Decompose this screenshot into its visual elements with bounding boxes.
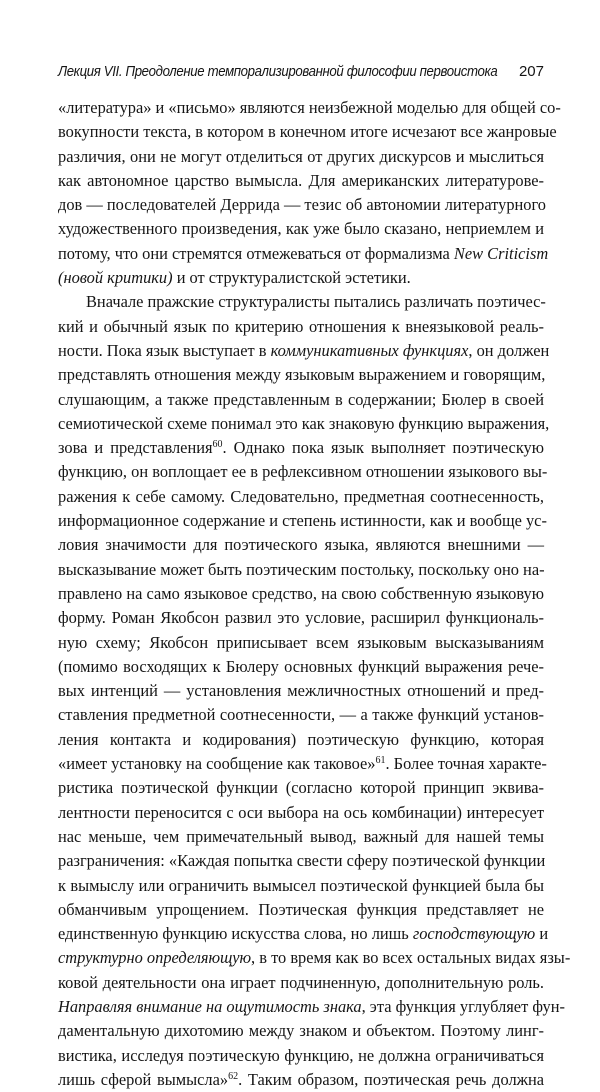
text-run: (помимо восходящих к Бюлеру основных функций выражения рече- <box>58 656 544 676</box>
text-run: семиотической схеме понимал это как знаковую функцию выражения, <box>58 413 550 433</box>
text-line <box>58 436 544 460</box>
text-line <box>58 96 561 120</box>
text-line <box>58 485 544 509</box>
text-run: нас меньше, чем примечательный вывод, важный для нашей темы <box>58 826 544 846</box>
text-line <box>58 388 544 412</box>
text-run: зова и представления <box>58 438 213 458</box>
text-line <box>58 995 565 1019</box>
text-line <box>58 631 544 655</box>
text-line <box>58 655 544 679</box>
text-line <box>58 703 544 727</box>
text-line <box>58 558 544 582</box>
text-run: ражения к себе самому. Следовательно, предметная соотнесенность, <box>58 486 544 506</box>
footnote-ref: 62 <box>228 1070 239 1082</box>
text-run: Вначале пражские структуралисты пытались различать поэтичес- <box>86 292 546 312</box>
text-run: ковой деятельности она играет подчиненную, дополнительную роль. <box>58 972 544 992</box>
text-run: функцию, он воплощает ее в рефлексивном отношении языкового вы- <box>58 462 548 482</box>
text-run: «имеет установку на сообщение как таковое» <box>58 754 376 774</box>
text-line <box>58 679 544 703</box>
text-line <box>58 1044 544 1068</box>
text-line <box>58 776 544 800</box>
text-run: ления контакта и кодирования) поэтическую функцию, которая <box>58 729 544 749</box>
text-line <box>58 825 544 849</box>
text-line <box>58 752 547 776</box>
text-line <box>58 971 544 995</box>
text-line <box>58 801 544 825</box>
text-run: вых интенций — установления межличностных отношений и пред- <box>58 681 544 701</box>
text-run: , эта функция углубляет фун- <box>361 996 565 1016</box>
text-run: вистика, исследуя поэтическую функцию, не должна ограничиваться <box>58 1045 544 1065</box>
running-header <box>58 63 544 81</box>
text-run: правлено на само языковое средство, на свою собственную языковую <box>58 583 544 603</box>
text-run: ристика поэтической функции (согласно которой принцип эквива- <box>58 778 544 798</box>
text-line <box>58 582 544 606</box>
text-run: . Таким образом, поэтическая речь должна <box>238 1069 544 1089</box>
text-line <box>58 193 544 217</box>
italic-text: Направляя внимание на ощутимость знака <box>58 996 362 1016</box>
text-run: ставления предметной соотнесенности, — а также функций установ- <box>58 705 544 725</box>
text-line <box>58 363 544 387</box>
text-run: вокупности текста, в котором в конечном итоге исчезают все жанровые <box>58 122 557 142</box>
italic-text: структурно определяющую <box>58 948 252 968</box>
text-run: лишь сферой вымысла» <box>58 1069 229 1089</box>
text-run: кий и обычный язык по критерию отношения к внеязыковой реаль- <box>58 316 544 336</box>
text-line <box>58 242 549 266</box>
text-line <box>58 339 550 363</box>
italic-text: New Criticism <box>453 243 549 263</box>
italic-text: коммуникативных функциях <box>270 340 469 360</box>
text-run: и от структуралистской эстетики. <box>172 268 411 288</box>
text-run: ловия значимости для поэтического языка, являются внешними — <box>58 535 544 555</box>
text-run: «литература» и «письмо» являются неизбежной моделью для общей со- <box>58 98 561 117</box>
text-run: . Однако пока язык выполняет поэтическую <box>222 438 544 458</box>
italic-text: (новой критики) <box>58 268 173 288</box>
body-text <box>58 96 571 1092</box>
text-run: лентности переносится с оси выбора на ось комбинации) интересует <box>58 802 544 822</box>
text-run: высказывание может быть поэтическим постольку, поскольку оно на- <box>58 559 545 579</box>
text-run: потому, что они стремятся отмежеваться от формализма <box>58 243 454 263</box>
text-run: , в то время как во всех остальных видах язы- <box>251 948 571 968</box>
footnote-ref: 60 <box>212 439 223 451</box>
italic-text: господствующую <box>412 924 536 944</box>
text-line <box>58 509 547 533</box>
text-run: информационное содержание и степень истинности, как и вообще ус- <box>58 511 547 531</box>
text-run: даментальную дихотомию между знаком и объектом. Поэтому линг- <box>58 1021 544 1041</box>
text-run: представлять отношения между языковым выражением и говорящим, <box>58 365 546 385</box>
text-run: слушающим, а также представленным в содержании; Бюлер в своей <box>58 389 544 409</box>
text-run: ности. Пока язык выступает в <box>58 340 271 360</box>
text-line <box>58 315 544 339</box>
text-run: форму. Роман Якобсон развил это условие, расширил функциональ- <box>58 608 544 628</box>
text-line <box>58 606 544 630</box>
footnote-ref: 61 <box>375 755 386 767</box>
text-run: и <box>535 924 549 944</box>
text-run: художественного произведения, как уже было сказано, неприемлем и <box>58 219 544 239</box>
text-line <box>58 290 544 314</box>
text-run: разграничения: «Каждая попытка свести сферу поэтической функции <box>58 851 546 871</box>
text-line <box>58 266 544 290</box>
text-run: . Более точная характе- <box>385 754 547 774</box>
running-title: Лекция VII. Преодоление темпорализированной философии первоистока <box>58 63 498 80</box>
text-run: ную схему; Якобсон приписывает всем языковым высказываниям <box>58 632 544 652</box>
text-line <box>58 1019 544 1043</box>
text-run: дов — последователей Деррида — тезис об автономии литературного <box>58 195 546 215</box>
text-run: как автономное царство вымысла. Для американских литературове- <box>58 170 544 190</box>
text-line <box>58 169 544 193</box>
text-line <box>58 849 544 873</box>
text-line <box>58 460 548 484</box>
text-line <box>58 1068 544 1092</box>
text-line <box>58 946 571 970</box>
text-run: , он должен <box>468 340 550 360</box>
text-line <box>58 533 544 557</box>
text-line <box>58 874 544 898</box>
text-line <box>58 217 544 241</box>
text-line <box>58 412 550 436</box>
text-line <box>58 120 557 144</box>
text-run: различия, они не могут отделиться от других дискурсов и мыслиться <box>58 146 544 166</box>
text-line <box>58 728 544 752</box>
text-line <box>58 145 544 169</box>
text-line <box>58 922 549 946</box>
text-run: к вымыслу или ограничить вымысел поэтической функцией была бы <box>58 875 544 895</box>
text-line <box>58 898 544 922</box>
page-number: 207 <box>518 63 544 80</box>
text-run: обманчивым упрощением. Поэтическая функция представляет не <box>58 899 544 919</box>
text-run: единственную функцию искусства слова, но лишь <box>58 924 413 944</box>
